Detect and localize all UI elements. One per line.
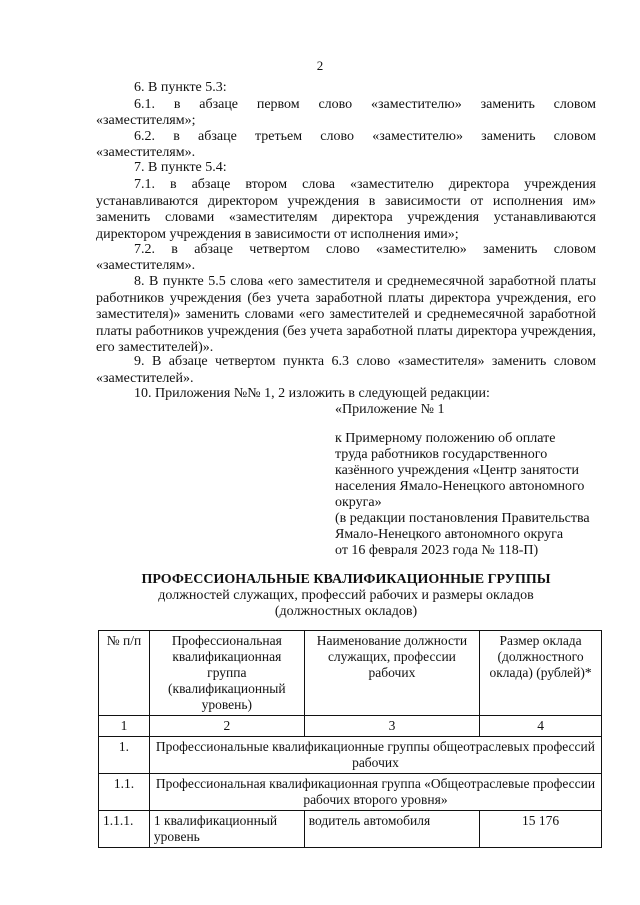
column-number-row xyxy=(99,716,602,737)
annex-line-3: казённого учреждения «Центр занятости xyxy=(335,463,580,478)
paragraph-7-1: 7.1. в абзаце втором слова «заместителю директора учреждения устанавливаются директором учреждения в зависимости от исполнения им» заменить словами «заместителям директора учреждения устанавливаются директором учреждения в зависимости от исполнения ими»; xyxy=(96,177,596,242)
paragraph-7: 7. В пункте 5.4: xyxy=(134,160,227,175)
row-level: 1 квалификационный уровень xyxy=(149,811,304,848)
table-row xyxy=(99,737,602,774)
table-header-row xyxy=(99,631,602,716)
page-number: 2 xyxy=(316,58,324,73)
header-num: № п/п xyxy=(99,631,150,716)
paragraph-7-2: 7.2. в абзаце четвертом слово «заместителю» заменить словом xyxy=(134,242,596,257)
table-subtitle-1: должностей служащих, профессий рабочих и размеры окладов xyxy=(158,588,534,603)
annex-line-6: (в редакции постановления Правительства xyxy=(335,511,590,526)
annex-title: «Приложение № 1 xyxy=(335,402,445,417)
row-position-name: водитель автомобиля xyxy=(304,811,479,848)
row-num: 1. xyxy=(99,737,150,774)
annex-line-2: труда работников государственного xyxy=(335,447,548,462)
table-title: ПРОФЕССИОНАЛЬНЫЕ КВАЛИФИКАЦИОННЫЕ ГРУППЫ xyxy=(141,572,551,587)
paragraph-6-2: 6.2. в абзаце третьем слово «заместителю» заменить словом xyxy=(134,129,596,144)
col-number: 2 xyxy=(149,716,304,737)
annex-line-8: от 16 февраля 2023 года № 118-П) xyxy=(335,543,539,558)
header-salary: Размер оклада (должностного оклада) (рублей)* xyxy=(480,631,602,716)
row-group-text: Профессиональная квалификационная группа «Общеотраслевые профессии рабочих второго уровня» xyxy=(149,774,601,811)
row-salary: 15 176 xyxy=(480,811,602,848)
header-name: Наименование должности служащих, профессии рабочих xyxy=(304,631,479,716)
salary-table xyxy=(98,630,602,848)
paragraph-10: 10. Приложения №№ 1, 2 изложить в следующей редакции: xyxy=(134,386,490,401)
annex-line-5: округа» xyxy=(335,495,382,510)
col-number: 4 xyxy=(480,716,602,737)
paragraph-7-2-cont: «заместителям». xyxy=(96,258,196,273)
row-num: 1.1. xyxy=(99,774,150,811)
col-number: 1 xyxy=(99,716,150,737)
annex-line-1: к Примерному положению об оплате xyxy=(335,431,556,446)
paragraph-6-1-cont: «заместителям»; xyxy=(96,113,196,128)
paragraph-9: 9. В абзаце четвертом пункта 6.3 слово «заместителя» заменить словом «заместителей». xyxy=(96,354,596,386)
paragraph-6-1: 6.1. в абзаце первом слово «заместителю» заменить словом xyxy=(134,97,596,112)
table-subtitle-2: (должностных окладов) xyxy=(274,604,418,619)
table-row xyxy=(99,774,602,811)
col-number: 3 xyxy=(304,716,479,737)
header-group: Профессиональная квалификационная группа (квалификационный уровень) xyxy=(149,631,304,716)
paragraph-6-2-cont: «заместителям». xyxy=(96,145,196,160)
annex-line-4: населения Ямало-Ненецкого автономного xyxy=(335,479,585,494)
row-num: 1.1.1. xyxy=(99,811,150,848)
paragraph-6: 6. В пункте 5.3: xyxy=(134,80,227,95)
annex-line-7: Ямало-Ненецкого автономного округа xyxy=(335,527,564,542)
paragraph-8: 8. В пункте 5.5 слова «его заместителя и среднемесячной заработной платы работников учреждения (без учета заработной платы директора учреждения, его заместителя)» заменить словами «его заместителей и среднемесячной заработной платы работников учреждения (без учета заработной платы директора учреждения, его заместителей)». xyxy=(96,274,596,355)
row-group-text: Профессиональные квалификационные группы общеотраслевых профессий рабочих xyxy=(149,737,601,774)
table-row xyxy=(99,811,602,848)
